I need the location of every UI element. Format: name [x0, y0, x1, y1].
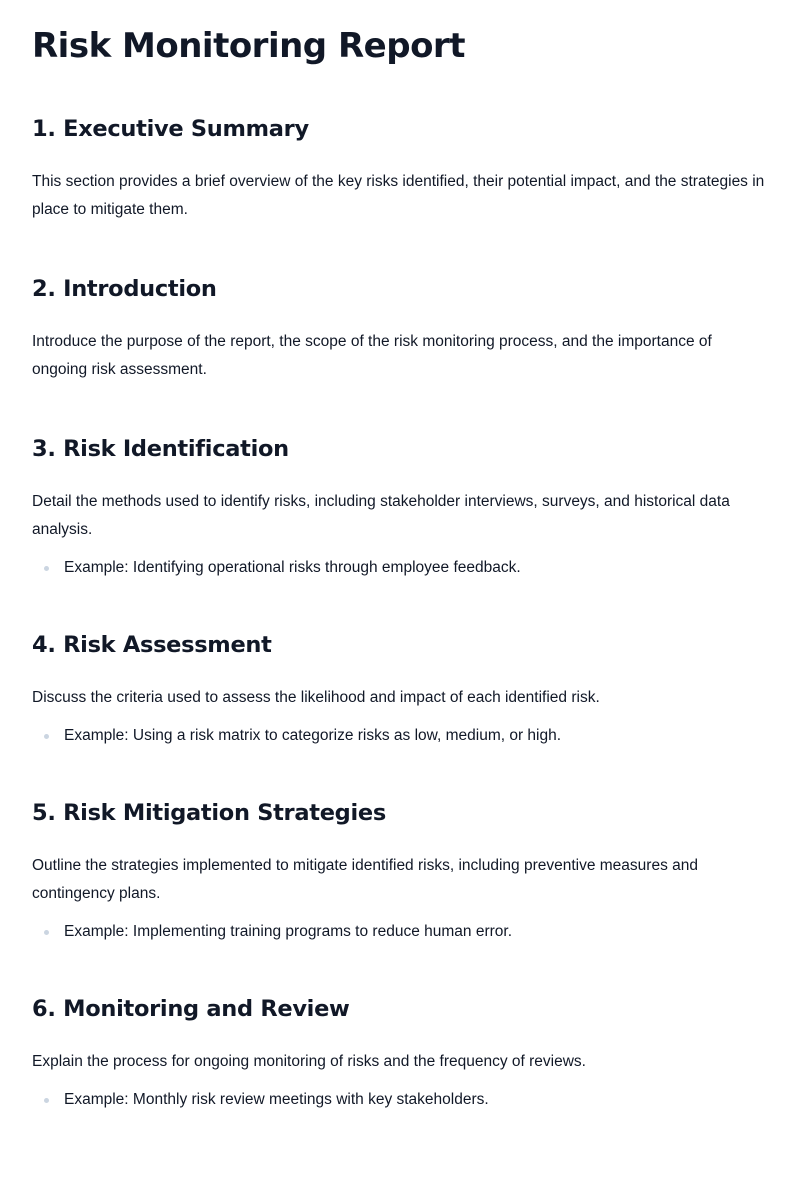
section-body: This section provides a brief overview of the key risks identified, their potential impact, and the strategies in place to mitigate them.	[32, 173, 765, 218]
section-body: Detail the methods used to identify risks, including stakeholder interviews, surveys, and historical data analysis.	[32, 493, 730, 538]
section-body: Outline the strategies implemented to mitigate identified risks, including preventive measures and contingency plans.	[32, 857, 698, 902]
section-body: Introduce the purpose of the report, the scope of the risk monitoring process, and the importance of ongoing risk assessment.	[32, 333, 712, 378]
section-monitoring-and-review	[32, 994, 768, 1112]
section-body: Discuss the criteria used to assess the likelihood and impact of each identified risk.	[32, 689, 600, 706]
list-item	[64, 1088, 768, 1112]
section-introduction	[32, 274, 768, 384]
example-text: Example: Using a risk matrix to categorize risks as low, medium, or high.	[64, 727, 562, 744]
section-heading: 5. Risk Mitigation Strategies	[32, 800, 386, 826]
bullet-icon	[44, 1098, 49, 1103]
example-list	[32, 556, 768, 580]
section-risk-assessment	[32, 630, 768, 748]
section-heading: 6. Monitoring and Review	[32, 996, 350, 1022]
bullet-icon	[44, 734, 49, 739]
list-item	[64, 724, 768, 748]
example-text: Example: Monthly risk review meetings with key stakeholders.	[64, 1091, 489, 1108]
bullet-icon	[44, 566, 49, 571]
section-heading: 1. Executive Summary	[32, 116, 309, 142]
example-list	[32, 1088, 768, 1112]
section-heading: 3. Risk Identification	[32, 436, 289, 462]
list-item	[64, 920, 768, 944]
section-risk-mitigation-strategies	[32, 798, 768, 944]
example-list	[32, 920, 768, 944]
list-item	[64, 556, 768, 580]
example-text: Example: Implementing training programs to reduce human error.	[64, 923, 512, 940]
section-risk-identification	[32, 434, 768, 580]
page-title: Risk Monitoring Report	[32, 26, 465, 66]
section-executive-summary	[32, 114, 768, 224]
example-text: Example: Identifying operational risks through employee feedback.	[64, 559, 521, 576]
bullet-icon	[44, 930, 49, 935]
section-heading: 2. Introduction	[32, 276, 217, 302]
section-heading: 4. Risk Assessment	[32, 632, 272, 658]
section-body: Explain the process for ongoing monitoring of risks and the frequency of reviews.	[32, 1053, 586, 1070]
example-list	[32, 724, 768, 748]
